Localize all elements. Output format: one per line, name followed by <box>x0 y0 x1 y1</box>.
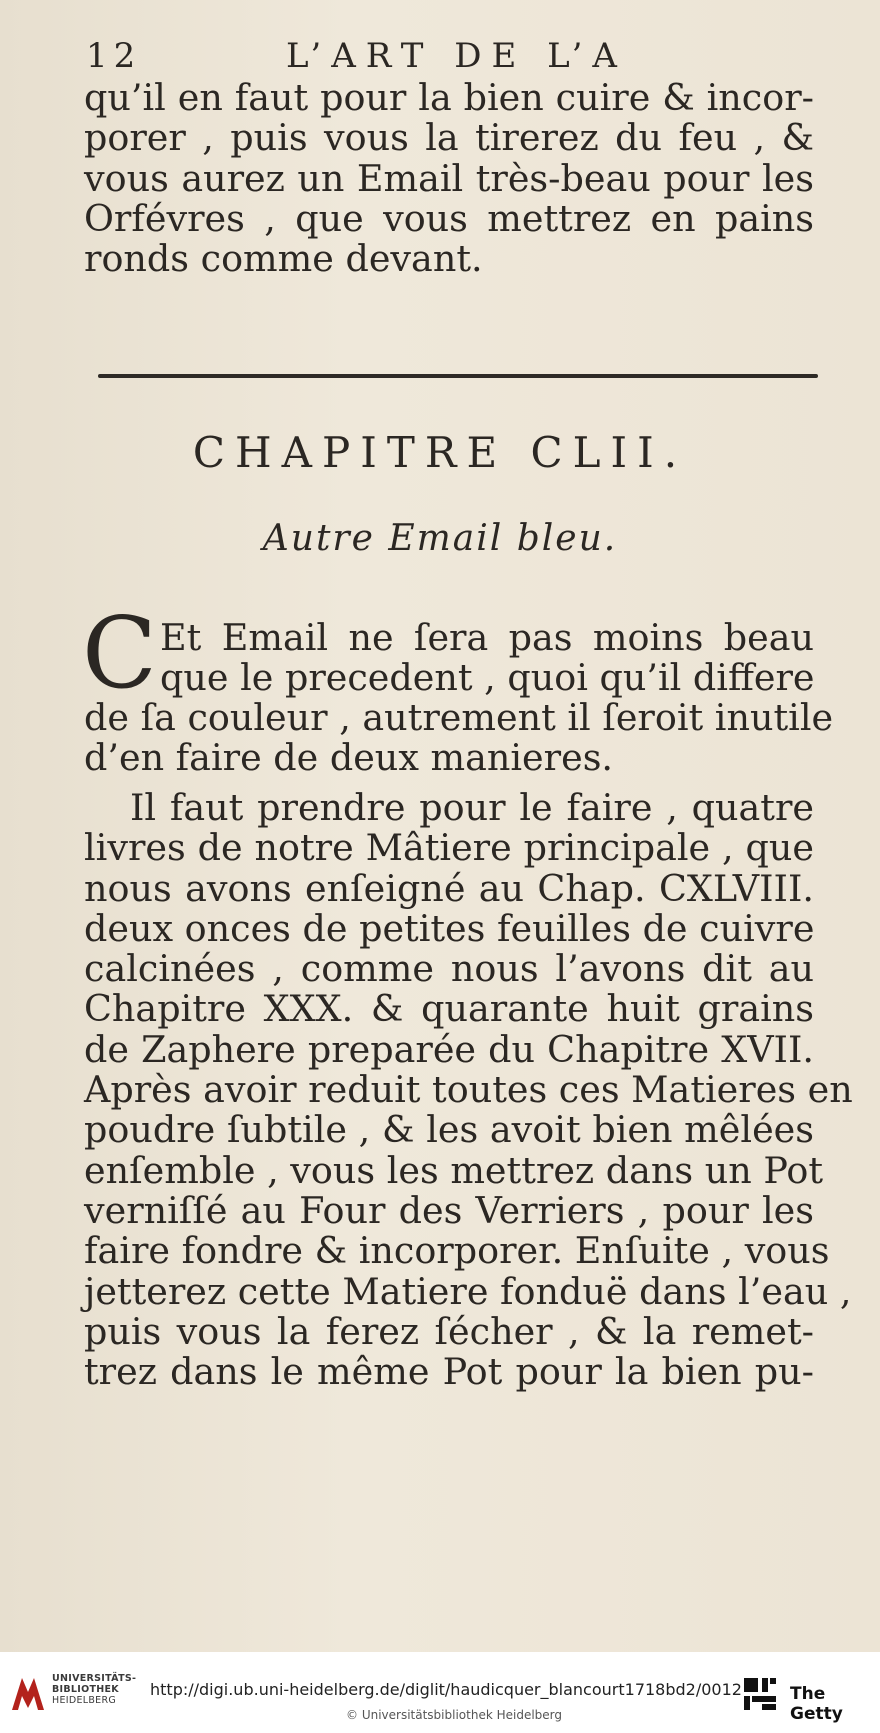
text-line: Et Email ne ſera pas moins beau <box>160 616 814 659</box>
text-line: calcinées , comme nous l’avons dit au <box>84 947 814 991</box>
library-name: UNIVERSITÄTS- BIBLIOTHEK HEIDELBERG <box>52 1673 137 1706</box>
text-line: enſemble , vous les mettrez dans un Pot <box>84 1148 824 1192</box>
text-line: nous avons enſeigné au Chap. CXLVIII. <box>84 866 814 910</box>
university-library-logo-icon <box>8 1672 48 1714</box>
text-line: jetterez cette Matiere fonduë dans l’eau , <box>84 1269 852 1313</box>
text-line: puis vous la ferez ſécher , & la remet- <box>84 1309 814 1353</box>
text-line: Orfévres , que vous mettrez en pains <box>84 196 814 240</box>
text-line: qu’il en faut pour la bien cuire & incor- <box>84 76 814 119</box>
text-line: Il faut prendre pour le faire , quatre <box>130 786 814 829</box>
text-line: de ſa couleur , autrement il ſeroit inutile <box>84 696 834 739</box>
viewer-footer <box>0 1652 880 1733</box>
getty-logo-icon <box>742 1676 778 1712</box>
text-line: ronds comme devant. <box>84 237 483 281</box>
text-line: Après avoir reduit toutes ces Matieres en <box>84 1068 853 1112</box>
text-line: trez dans le même Pot pour la bien pu- <box>84 1350 814 1394</box>
text-line: Chapitre XXX. & quarante huit grains <box>84 987 814 1031</box>
top-paragraph <box>84 78 814 279</box>
chapter-title: CHAPITRE CLII. <box>192 428 688 477</box>
permalink-url[interactable]: http://digi.ub.uni-heidelberg.de/diglit/haudicquer_blancourt1718bd2/0012 <box>150 1680 742 1699</box>
text-line: que le precedent , quoi qu’il differe <box>160 656 815 700</box>
drop-cap: C <box>82 597 157 711</box>
page-number: 12 <box>86 36 142 76</box>
copyright-notice: © Universitätsbibliothek Heidelberg <box>346 1708 563 1722</box>
second-paragraph <box>84 786 853 1394</box>
chapter-subtitle: Autre Email bleu. <box>262 518 618 559</box>
partner-name: The Getty <box>790 1684 843 1724</box>
text-line: d’en faire de deux manieres. <box>84 736 614 780</box>
text-line: de Zaphere preparée du Chapitre XVII. <box>84 1027 814 1071</box>
first-paragraph-indented <box>160 618 814 699</box>
running-title: L’ART DE L’A <box>286 36 627 76</box>
section-divider <box>98 374 818 378</box>
text-line: verniſſé au Four des Verriers , pour les <box>84 1188 814 1232</box>
first-paragraph <box>84 696 834 780</box>
text-line: porer , puis vous la tirerez du feu , & <box>84 116 814 160</box>
text-line: poudre ſubtile , & les avoit bien mêlées <box>84 1108 814 1152</box>
text-line: deux onces de petites feuilles de cuivre <box>84 906 815 950</box>
text-line: faire fondre & incorporer. Enſuite , vous <box>84 1229 830 1273</box>
text-line: livres de notre Mâtiere principale , que <box>84 826 814 870</box>
text-line: vous aurez un Email très-beau pour les <box>84 156 814 200</box>
